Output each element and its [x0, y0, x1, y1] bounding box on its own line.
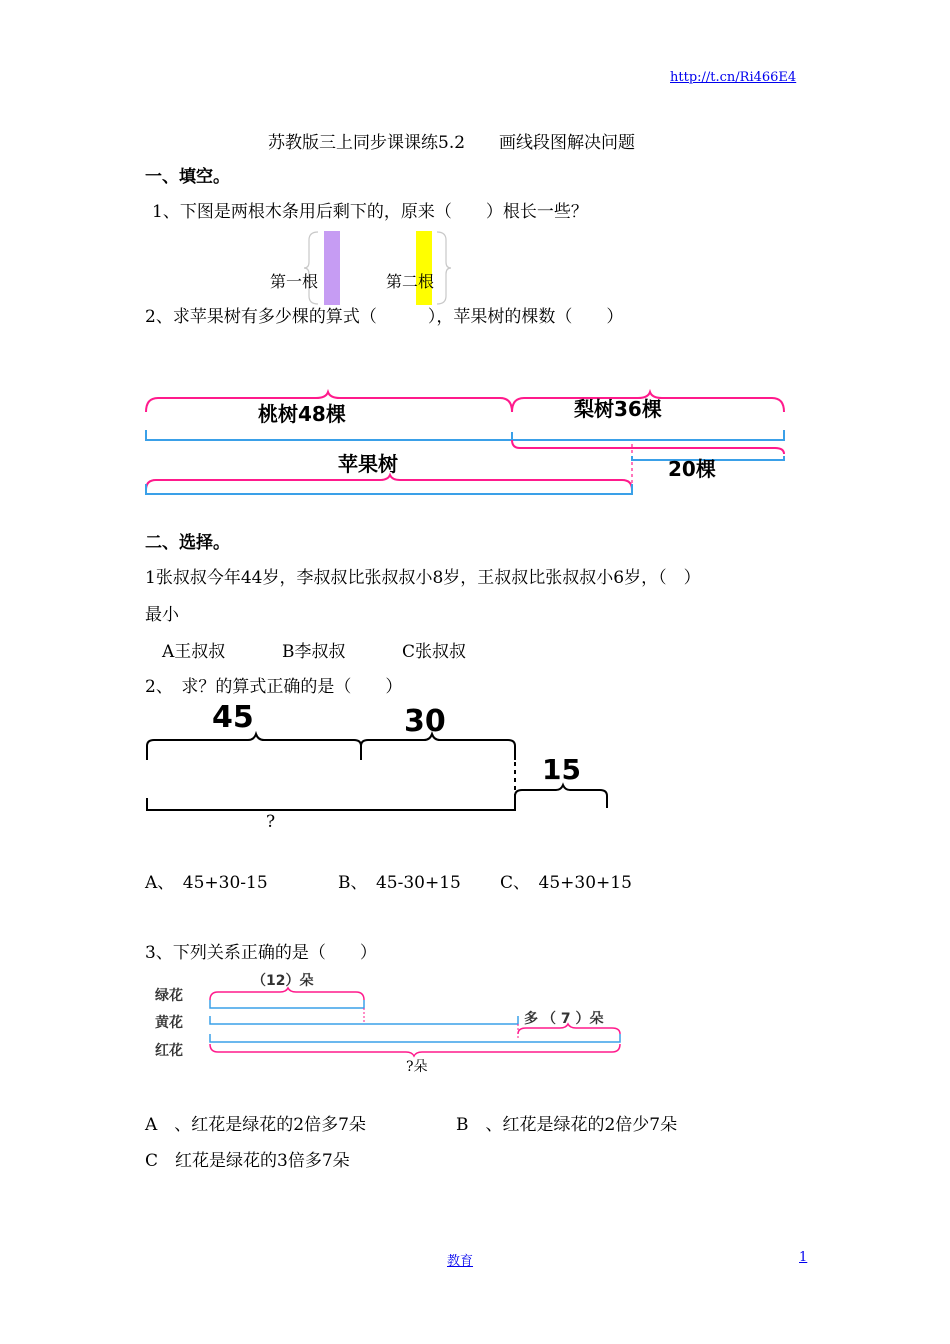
value-15: 15	[542, 753, 581, 786]
s1-question-1: 1、下图是两根木条用后剩下的，原来（ ）根长一些？	[152, 202, 588, 222]
s2-q2-option-a: A、 45+30-15	[145, 873, 268, 893]
green-count: （12）朵	[252, 973, 314, 989]
s2-q3-option-c: C 红花是绿花的3倍多7朵	[145, 1151, 350, 1171]
s2-question-1-line2: 最小	[145, 605, 179, 625]
stick-label-2: 第二根	[386, 272, 435, 291]
s2-question-3: 3、下列关系正确的是（ ）	[145, 943, 377, 963]
unknown-mark: ?	[266, 812, 276, 832]
peach-label: 桃树48棵	[258, 402, 346, 426]
header-link[interactable]: http://t.cn/Ri466E4	[670, 70, 797, 85]
yellow-label: 黄花	[155, 1015, 183, 1031]
section2-heading: 二、选择。	[145, 533, 230, 553]
value-45: 45	[212, 700, 254, 735]
s2-q2-option-b: B、 45-30+15	[338, 873, 461, 893]
s2-q3-option-a: A 、红花是绿花的2倍多7朵	[145, 1115, 366, 1135]
s2-q3-option-b: B 、红花是绿花的2倍少7朵	[456, 1115, 678, 1135]
red-label: 红花	[155, 1043, 183, 1059]
apple-label: 苹果树	[338, 452, 398, 476]
green-label: 绿花	[155, 988, 183, 1004]
more-prefix: 多	[524, 1011, 538, 1027]
section1-heading: 一、填空。	[145, 167, 230, 187]
s2-q1-option-b: B李叔叔	[282, 642, 346, 662]
more-count: （ 7 ）朵	[542, 1011, 604, 1027]
diff-label: 20棵	[668, 457, 716, 481]
pear-label: 梨树36棵	[574, 397, 662, 421]
page-title: 苏教版三上同步课课练5.2 画线段图解决问题	[268, 133, 636, 153]
s2-q2-option-c: C、 45+30+15	[500, 873, 632, 893]
total-label: ?朵	[406, 1059, 428, 1075]
s2-q1-option-a: A王叔叔	[162, 642, 226, 662]
page-number[interactable]: 1	[799, 1250, 808, 1265]
s2-question-2: 2、 求？的算式正确的是（ ）	[145, 677, 403, 697]
stick-label-1: 第一根	[270, 272, 319, 291]
s2-question-1-line1: 1张叔叔今年44岁，李叔叔比张叔叔小8岁，王叔叔比张叔叔小6岁，（ ）	[145, 568, 701, 588]
s1-question-2: 2、求苹果树有多少棵的算式（ ），苹果树的棵数（ ）	[145, 307, 624, 327]
value-30: 30	[404, 704, 446, 739]
s2-q1-option-c: C张叔叔	[402, 642, 467, 662]
footer-link[interactable]: 教育	[447, 1254, 474, 1269]
